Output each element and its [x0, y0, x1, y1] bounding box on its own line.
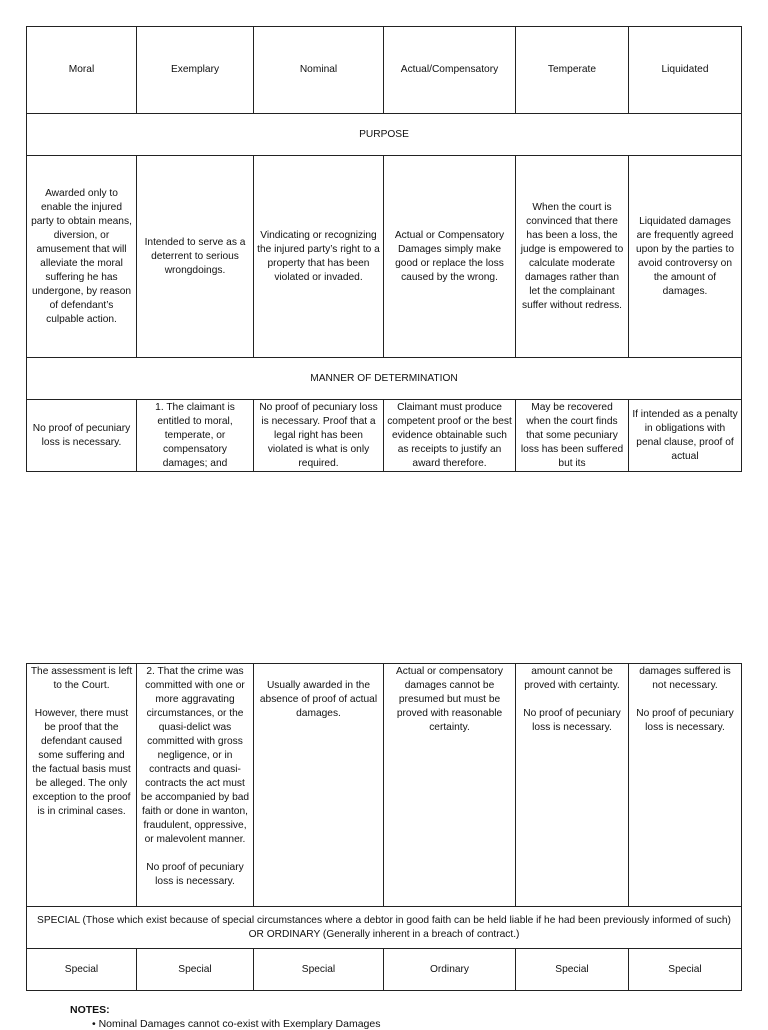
manner-cont-actual-compensatory: Actual or compensatory damages cannot be presumed but must be proved with reasonable certainty. [384, 664, 516, 907]
class-nominal: Special [254, 949, 384, 991]
manner-cont-temperate: amount cannot be proved with certainty. No proof of pecuniary loss is necessary. [516, 664, 629, 907]
manner-label-row [27, 358, 742, 400]
manner-cont-liquidated: damages suffered is not necessary. No proof of pecuniary loss is necessary. [629, 664, 742, 907]
purpose-temperate: When the court is convinced that there has been a loss, the judge is empowered to calculate moderate damages rather than let the complainant suffer without redress. [516, 156, 629, 358]
note-item-text: Nominal Damages cannot co-exist with Exemplary Damages [98, 1018, 381, 1030]
header-liquidated: Liquidated [629, 27, 742, 114]
class-liquidated: Special [629, 949, 742, 991]
purpose-liquidated: Liquidated damages are frequently agreed upon by the parties to avoid controversy on the amount of damages. [629, 156, 742, 358]
purpose-label-row [27, 114, 742, 156]
classification-row [27, 949, 742, 991]
manner-moral: No proof of pecuniary loss is necessary. [27, 400, 137, 472]
purpose-label: PURPOSE [27, 114, 742, 156]
damages-table-part1 [26, 26, 742, 472]
class-actual-compensatory: Ordinary [384, 949, 516, 991]
manner-cont-exemplary: 2. That the crime was committed with one or more aggravating circumstances, or the quasi-delict was committed with gross negligence, or in contracts and quasi-contracts the act must be accompanied by bad faith or done in wanton, fraudulent, oppressive, or malevolent manner. No proof of pecuniary loss is necessary. [137, 664, 254, 907]
manner-exemplary: 1. The claimant is entitled to moral, temperate, or compensatory damages; and [137, 400, 254, 472]
class-temperate: Special [516, 949, 629, 991]
manner-row [27, 400, 742, 472]
manner-continued-row [27, 664, 742, 907]
notes-heading: NOTES: [70, 1004, 110, 1016]
special-ordinary-label-row [27, 907, 742, 949]
manner-liquidated: If intended as a penalty in obligations with penal clause, proof of actual [629, 400, 742, 472]
note-item: • Nominal Damages cannot co-exist with Exemplary Damages [92, 1018, 381, 1030]
purpose-actual-compensatory: Actual or Compensatory Damages simply make good or replace the loss caused by the wrong. [384, 156, 516, 358]
header-row [27, 27, 742, 114]
manner-nominal: No proof of pecuniary loss is necessary. Proof that a legal right has been violated is what is only required. [254, 400, 384, 472]
header-nominal: Nominal [254, 27, 384, 114]
header-temperate: Temperate [516, 27, 629, 114]
header-actual-compensatory: Actual/Compensatory [384, 27, 516, 114]
special-ordinary-label: SPECIAL (Those which exist because of special circumstances where a debtor in good faith can be held liable if he had been previously informed of such) OR ORDINARY (Generally inherent in a breach of contract.) [27, 907, 742, 949]
header-moral: Moral [27, 27, 137, 114]
manner-actual-compensatory: Claimant must produce competent proof or the best evidence obtainable such as receipts to justify an award therefore. [384, 400, 516, 472]
manner-cont-moral: The assessment is left to the Court. However, there must be proof that the defendant caused some suffering and the factual basis must be alleged. The only exception to the proof is in criminal cases. [27, 664, 137, 907]
purpose-row [27, 156, 742, 358]
purpose-nominal: Vindicating or recognizing the injured party’s right to a property that has been violated or invaded. [254, 156, 384, 358]
manner-label: MANNER OF DETERMINATION [27, 358, 742, 400]
purpose-exemplary: Intended to serve as a deterrent to serious wrongdoings. [137, 156, 254, 358]
class-moral: Special [27, 949, 137, 991]
header-exemplary: Exemplary [137, 27, 254, 114]
manner-cont-nominal: Usually awarded in the absence of proof of actual damages. [254, 664, 384, 907]
damages-table-part2 [26, 663, 742, 991]
purpose-moral: Awarded only to enable the injured party to obtain means, diversion, or amusement that will alleviate the moral suffering he has undergone, by reason of defendant’s culpable action. [27, 156, 137, 358]
manner-temperate: May be recovered when the court finds that some pecuniary loss has been suffered but its [516, 400, 629, 472]
class-exemplary: Special [137, 949, 254, 991]
